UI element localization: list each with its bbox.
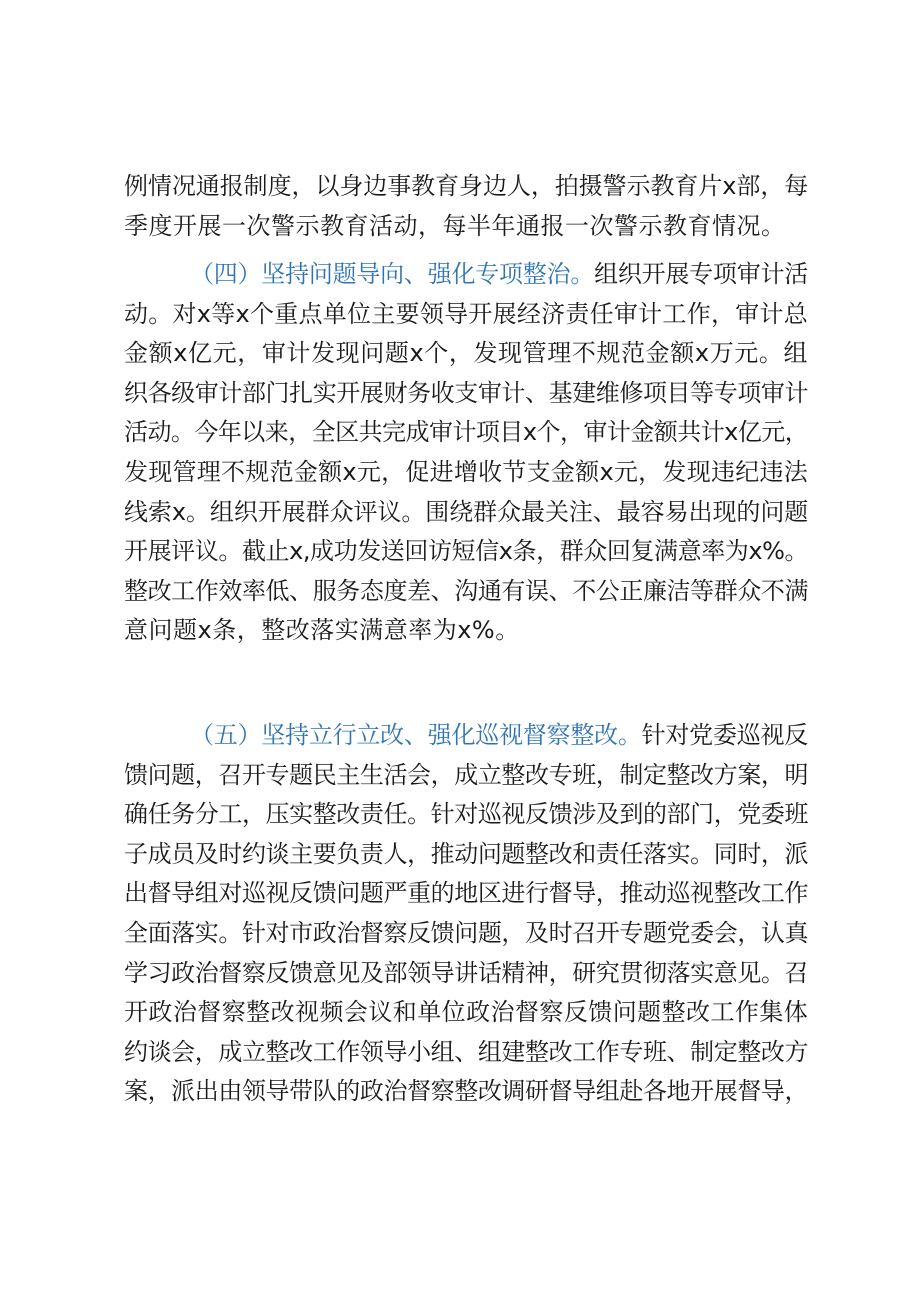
paragraph-line: 案，派出由领导带队的政治督察整改调研督导组赴各地开展督导， [124, 1077, 808, 1106]
paragraph-line: 确任务分工，压实整改责任。针对巡视反馈涉及到的部门，党委班 [124, 800, 808, 829]
paragraph-line: 季度开展一次警示教育活动，每半年通报一次警示教育情况。 [124, 211, 786, 240]
paragraph-line-rest: 组织开展专项审计活 [594, 260, 809, 288]
section-heading-five: （五）坚持立行立改、强化巡视督察整改。 [190, 721, 642, 749]
section-heading-four: （四）坚持问题导向、强化专项整治。 [190, 260, 595, 288]
paragraph-2 [124, 255, 808, 651]
paragraph-line: 约谈会，成立整改工作领导小组、组建整改工作专班、制定整改方 [124, 1037, 808, 1066]
paragraph-line: 全面落实。针对市政治督察反馈问题，及时召开专题党委会，认真 [124, 918, 808, 947]
paragraph-line: 例情况通报制度，以身边事教育身边人，拍摄警示教育片x部，每 [124, 172, 808, 200]
paragraph-line: 开政治督察整改视频会议和单位政治督察反馈问题整改工作集体 [124, 998, 808, 1027]
paragraph-line: 意问题x条，整改落实满意率为x%。 [124, 616, 520, 645]
paragraph-line: 发现管理不规范金额x元，促进增收节支金额x元，发现违纪违法 [124, 457, 808, 486]
paragraph-line: 动。对x等x个重点单位主要领导开展经济责任审计工作，审计总 [124, 299, 808, 328]
paragraph-line: 活动。今年以来，全区共完成审计项目x个，审计金额共计x亿元， [124, 418, 808, 447]
paragraph-3 [124, 716, 808, 1112]
paragraph-line: 出督导组对巡视反馈问题严重的地区进行督导，推动巡视整改工作 [124, 879, 808, 908]
paragraph-line: 整改工作效率低、服务态度差、沟通有误、不公正廉洁等群众不满 [124, 576, 808, 605]
paragraph-line: 线索x。组织开展群众评议。围绕群众最关注、最容易出现的问题 [124, 497, 808, 526]
paragraph-line: 馈问题，召开专题民主生活会，成立整改专班，制定整改方案，明 [124, 760, 808, 789]
paragraph-first-line [124, 255, 808, 295]
paragraph-line: 学习政治督察反馈意见及部领导讲话精神，研究贯彻落实意见。召 [124, 958, 808, 987]
paragraph-line: 织各级审计部门扎实开展财务收支审计、基建维修项目等专项审计 [124, 378, 808, 407]
paragraph-line: 子成员及时约谈主要负责人，推动问题整改和责任落实。同时，派 [124, 839, 808, 868]
paragraph-line-rest: 针对党委巡视反 [641, 721, 809, 749]
paragraph-first-line [124, 716, 808, 756]
paragraph-line: 开展评议。截止x,成功发送回访短信x条，群众回复满意率为x%。 [124, 537, 808, 566]
paragraph-line: 金额x亿元，审计发现问题x个，发现管理不规范金额x万元。组 [124, 339, 808, 368]
paragraph-1 [124, 167, 808, 246]
